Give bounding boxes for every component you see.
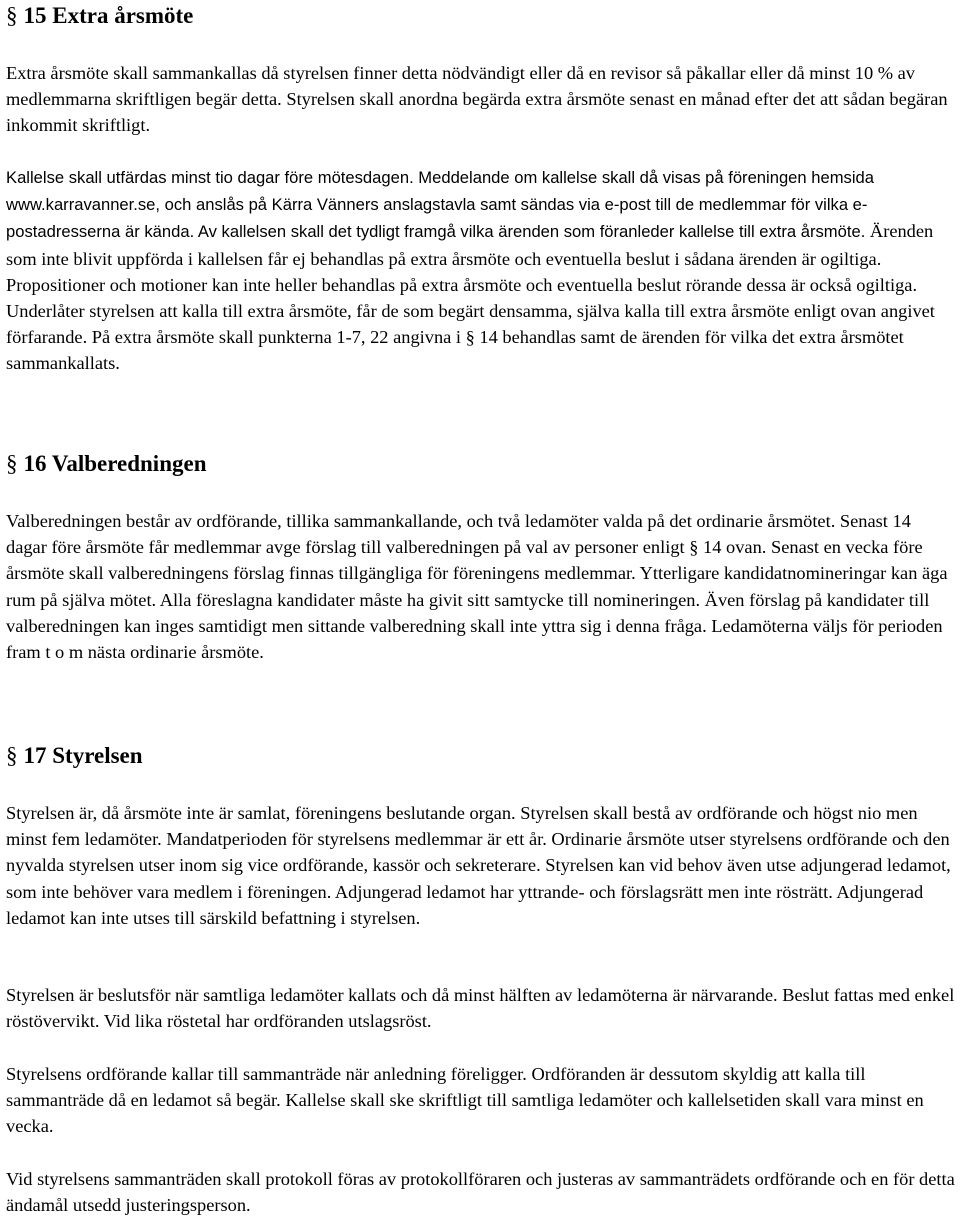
section-symbol: § — [6, 3, 18, 28]
section-15-paragraph-1: Extra årsmöte skall sammankallas då styrelsen finner detta nödvändigt eller då en revisor så påkallar eller då minst 10 % av medlemmarna skriftligen begär detta. Styrelsen skall anordna begärda extra årsmöte senast en månad efter det att sådan begäran inkommit skriftligt. — [6, 63, 948, 136]
section-17-heading — [6, 742, 143, 770]
section-15-title: 15 Extra årsmöte — [23, 3, 194, 28]
section-15-paragraph-2-sans-continuation: , och anslås på Kärra Vänners anslagstavla samt sändas via e-post till de medlemmar för vilka e-postadresserna är kända. Av kallelsen skall det tydligt framgå vilka ärenden som föranleder kallelse till extra årsmöte. — [6, 195, 868, 242]
section-16-heading — [6, 450, 207, 478]
section-17-paragraph-1: Styrelsen är, då årsmöte inte är samlat, föreningens beslutande organ. Styrelsen skall bestå av ordförande och högst nio men minst fem ledamöter. Mandatperioden för styrelsens medlemmar är ett år. Ordinarie årsmöte utser styrelsens ordförande och den nyvalda styrelsen utser inom sig vice ordförande, kassör och sekreterare. Styrelsen kan vid behov även utse adjungerad ledamot, som inte behöver vara medlem i föreningen. Adjungerad ledamot har yttrande- och förslagsrätt men inte rösträtt. Adjungerad ledamot kan inte utses till särskild befattning i styrelsen. — [6, 803, 951, 928]
section-16-paragraph-1-start: Valberedningen består av ordförande, tillika sammankallande, och två ledamöter valda på det ordinarie årsmötet. Senast 14 dagar före årsmöte får medlemmar avge förslag till valberedningen på val av personer enligt — [6, 511, 911, 558]
inline-section-symbol: § — [689, 537, 699, 558]
section-15-paragraph-2 — [6, 164, 956, 377]
section-17-paragraph-4: Vid styrelsens sammanträden skall protokoll föras av protokollföraren och justeras av sammanträdets ordförande och en för detta ändamål utsedd justeringsperson. — [6, 1169, 955, 1216]
section-17-title: 17 Styrelsen — [23, 743, 143, 768]
section-15-heading — [6, 2, 193, 30]
section-16-paragraph-1 — [6, 508, 956, 665]
section-15-paragraph-2-end: 14 behandlas samt de ärenden för vilka det extra årsmötet sammankallats. — [6, 327, 904, 374]
section-symbol: § — [6, 743, 18, 768]
section-17-paragraph-3: Styrelsens ordförande kallar till sammanträde när anledning föreligger. Ordföranden är dessutom skyldig att kalla till sammanträde då en ledamot så begär. Kallelse skall ske skriftligt till samtliga ledamöter och kallelsetiden skall vara minst en vecka. — [6, 1064, 924, 1137]
section-16-paragraph-1-end: 14 ovan. Senast en vecka före årsmöte skall valberedningens förslag finnas tillgängliga för föreningens medlemmar. Ytterligare kandidatnomineringar kan äga rum på själva mötet. Alla föreslagna kandidater måste ha givit sitt samtycke till nomineringen. Även förslag på kandidater till valberedningen kan inges samtidigt men sittande valberedning skall inte yttra sig i denna fråga. Ledamöterna väljs för perioden fram t o m nästa ordinarie årsmöte. — [6, 537, 948, 663]
section-16-title: 16 Valberedningen — [23, 451, 207, 476]
section-15-paragraph-2-serif-part: Ärenden som inte blivit uppförda i kallelsen får ej behandlas på extra årsmöte och eventuella beslut i sådana ärenden är ogiltiga. Propositioner och motioner kan inte heller behandlas på extra årsmöte och eventuella beslut rörande dessa är också ogiltiga. Underlåter styrelsen att kalla till extra årsmöte, får de som begärt densamma, själva kalla till extra årsmöte enligt ovan angivet förfarande. På extra årsmöte skall punkterna 1-7, 22 angivna i — [6, 221, 935, 348]
section-17-paragraph-2: Styrelsen är beslutsför när samtliga ledamöter kallats och då minst hälften av ledamöterna är närvarande. Beslut fattas med enkel röstövervikt. Vid lika röstetal har ordföranden utslagsröst. — [6, 985, 955, 1032]
section-symbol: § — [6, 451, 18, 476]
section-15-paragraph-2-sans-part: Kallelse skall utfärdas minst tio dagar före mötesdagen. Meddelande om kallelse skall då visas på föreningen hemsida www.karravanner.se — [6, 168, 874, 215]
inline-section-symbol: § — [465, 327, 475, 348]
